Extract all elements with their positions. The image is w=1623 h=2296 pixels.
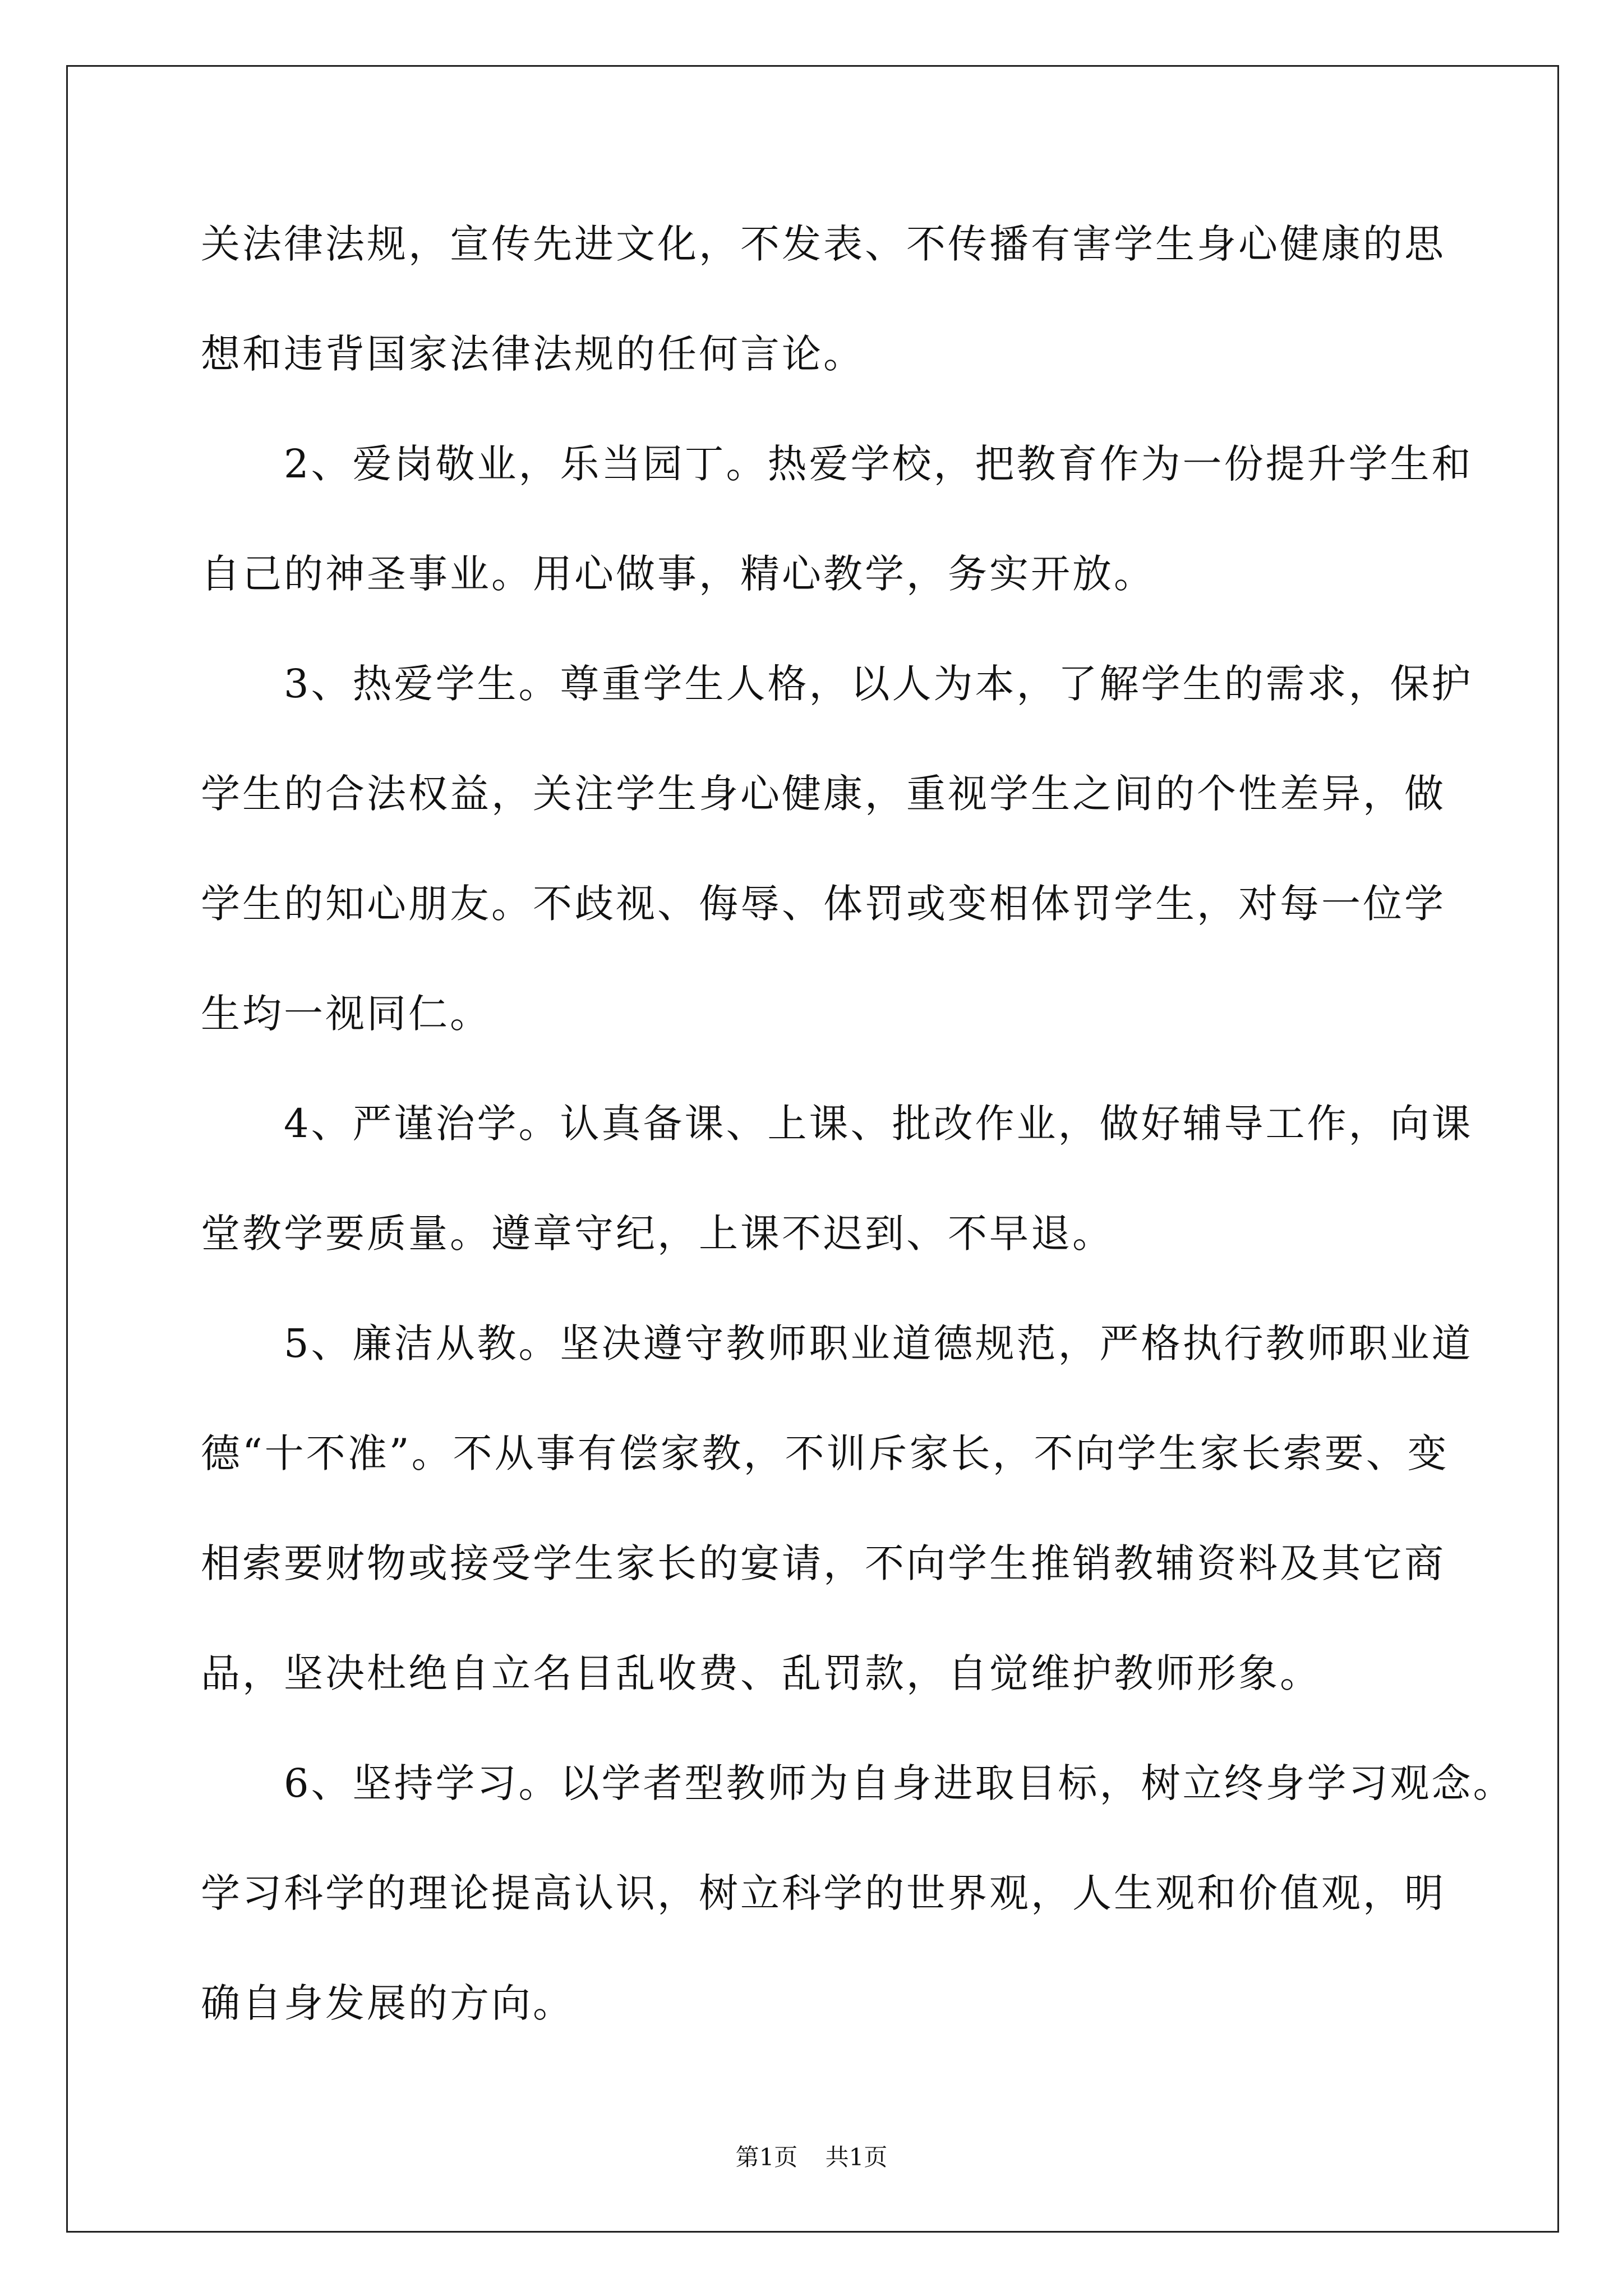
text-line: 生均一视同仁。 — [201, 991, 491, 1037]
text-line: 自己的神圣事业。用心做事，精心教学，务实开放。 — [201, 551, 1155, 597]
text-line: 学生的合法权益，关注学生身心健康，重视学生之间的个性差异，做 — [201, 771, 1446, 817]
text-line: 相索要财物或接受学生家长的宴请，不向学生推销教辅资料及其它商 — [201, 1540, 1446, 1586]
document-body — [201, 213, 1515, 2082]
text-line: 4、严谨治学。认真备课、上课、批改作业，做好辅导工作，向课 — [201, 1101, 1473, 1147]
text-line: 品，坚决杜绝自立名目乱收费、乱罚款，自觉维护教师形象。 — [201, 1650, 1321, 1696]
text-line: 2、爱岗敬业，乐当园丁。热爱学校，把教育作为一份提升学生和 — [201, 441, 1473, 487]
text-line: 3、热爱学生。尊重学生人格，以人为本，了解学生的需求，保护 — [201, 661, 1473, 707]
page-number: 第1页 — [735, 2143, 798, 2171]
text-line: 确自身发展的方向。 — [201, 1980, 574, 2026]
text-line: 关法律法规，宣传先进文化，不发表、不传播有害学生身心健康的思 — [201, 221, 1446, 267]
page-footer — [0, 2141, 1623, 2174]
text-line: 想和违背国家法律法规的任何言论。 — [201, 331, 865, 377]
text-line: 学习科学的理论提高认识，树立科学的世界观，人生观和价值观，明 — [201, 1870, 1446, 1916]
text-line: 5、廉洁从教。坚决遵守教师职业道德规范，严格执行教师职业道 — [201, 1320, 1473, 1366]
page-total: 共1页 — [825, 2143, 888, 2171]
text-line: 学生的知心朋友。不歧视、侮辱、体罚或变相体罚学生，对每一位学 — [201, 881, 1446, 927]
text-line: 6、坚持学习。以学者型教师为自身进取目标，树立终身学习观念。 — [201, 1760, 1515, 1806]
text-line: 德“十不准”。不从事有偿家教，不训斥家长，不向学生家长索要、变 — [201, 1430, 1449, 1476]
text-line: 堂教学要质量。遵章守纪，上课不迟到、不早退。 — [201, 1211, 1114, 1257]
